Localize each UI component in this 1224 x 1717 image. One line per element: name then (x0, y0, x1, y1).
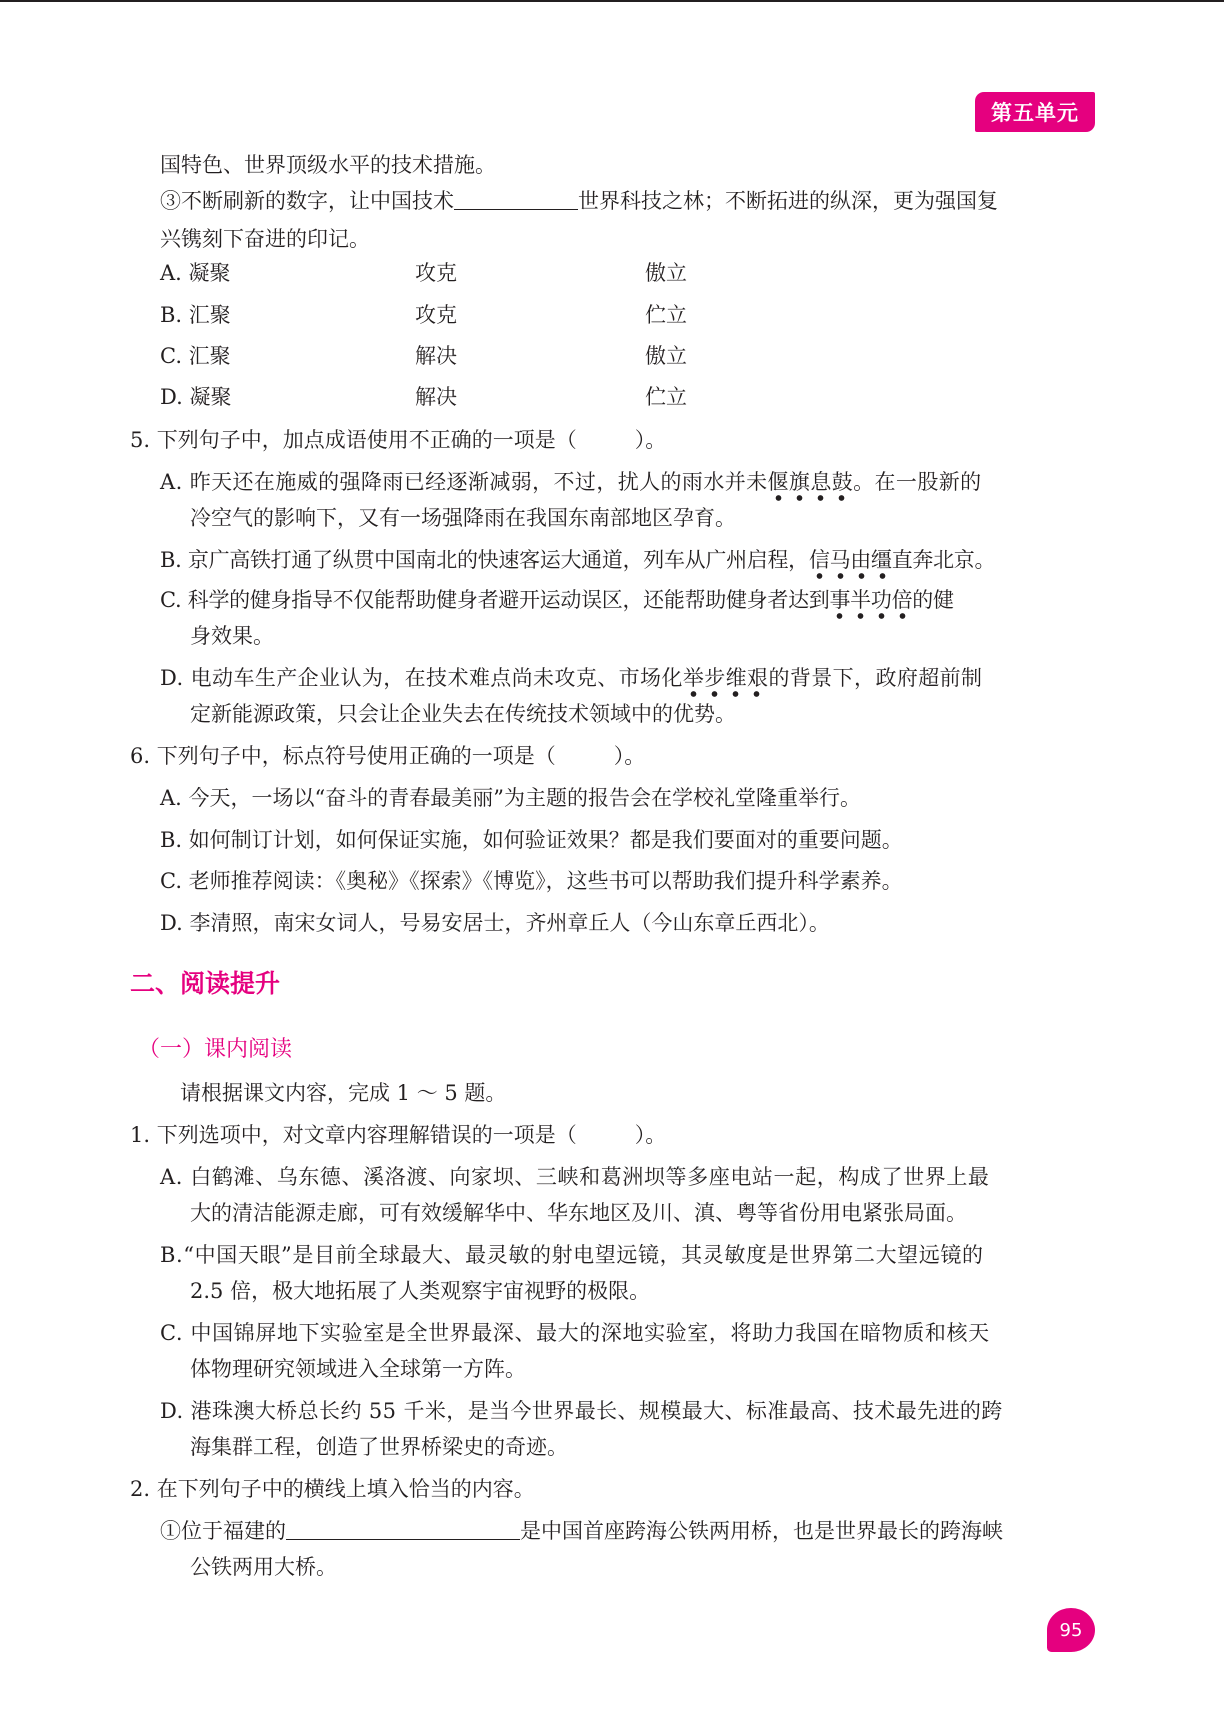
q5-a-after: 。在一股新的 (853, 470, 982, 494)
q5-d-before: D. 电动车生产企业认为，在技术难点尚未攻克、市场化 (160, 666, 683, 690)
r1-option-c[interactable]: C. 中国锦屏地下实验室是全世界最深、最大的深地实验室，将助力我国在暗物质和核天 (160, 1321, 990, 1345)
q5-b-after: 直奔北京。 (891, 548, 996, 572)
q4-option-b: 攻克 (415, 261, 457, 285)
q5-c-after: 的健 (912, 588, 954, 612)
q5-d-idiom: 举步维艰 (683, 666, 769, 698)
top-rule (0, 0, 1224, 2)
r1-option-d[interactable]: D. 港珠澳大桥总长约 55 千米，是当今世界最长、规模最大、标准最高、技术最先进的跨 (160, 1399, 1003, 1423)
r1-option-a-line2: 大的清洁能源走廊，可有效缓解华中、华东地区及川、滇、粤等省份用电紧张局面。 (190, 1201, 967, 1225)
r1-option-a[interactable]: A. 白鹤滩、乌东德、溪洛渡、向家坝、三峡和葛洲坝等多座电站一起，构成了世界上最 (160, 1165, 990, 1189)
r2-fill-blank[interactable] (286, 1517, 520, 1540)
q5-a-before: A. 昨天还在施威的强降雨已经逐渐减弱，不过，扰人的雨水并未 (160, 470, 768, 494)
q5-option-c[interactable] (160, 585, 954, 615)
q6-stem-before: 6. 下列句子中，标点符号使用正确的一项是（ (130, 744, 556, 768)
q4-option-c: 伫立 (645, 385, 687, 409)
r2-stem: 2. 在下列句子中的横线上填入恰当的内容。 (130, 1477, 535, 1501)
q5-option-a[interactable] (160, 467, 982, 497)
q4-line3: 兴镌刻下奋进的印记。 (160, 227, 370, 251)
q4-option-c: 傲立 (645, 261, 687, 285)
r1-option-d-line2: 海集群工程，创造了世界桥梁史的奇迹。 (190, 1435, 568, 1459)
q6-option-a[interactable]: A. 今天，一场以“奋斗的青春最美丽”为主题的报告会在学校礼堂隆重举行。 (160, 786, 861, 810)
r2-line1 (160, 1516, 1003, 1546)
r1-stem (130, 1120, 666, 1150)
r1-stem-before: 1. 下列选项中，对文章内容理解错误的一项是（ (130, 1123, 577, 1147)
q4-option-a: B. 汇聚 (160, 303, 231, 327)
q4-option-c: 傲立 (645, 344, 687, 368)
r1-option-c-line2: 体物理研究领域进入全球第一方阵。 (190, 1357, 526, 1381)
r1-option-b-line2: 2.5 倍，极大地拓展了人类观察宇宙视野的极限。 (190, 1279, 651, 1303)
q5-d-after: 的背景下，政府超前制 (768, 666, 983, 690)
q4-option-a: C. 汇聚 (160, 344, 231, 368)
q4-option-b: 攻克 (415, 303, 457, 327)
q4-line2-after: 世界科技之林；不断拓进的纵深，更为强国复 (578, 189, 998, 213)
q5-option-c-line2: 身效果。 (190, 624, 274, 648)
q5-stem-before: 5. 下列句子中，加点成语使用不正确的一项是（ (130, 428, 577, 452)
r2-line2: 公铁两用大桥。 (190, 1555, 337, 1579)
q4-line1: 国特色、世界顶级水平的技术措施。 (160, 153, 496, 177)
q4-option-a: D. 凝聚 (160, 385, 232, 409)
q6-option-c[interactable]: C. 老师推荐阅读：《奥秘》《探索》《博览》，这些书可以帮助我们提升科学素养。 (160, 869, 903, 893)
q5-option-a-line2: 冷空气的影响下，又有一场强降雨在我国东南部地区孕育。 (190, 506, 736, 530)
q5-option-b[interactable] (160, 545, 995, 575)
q5-stem-after: ）。 (634, 428, 667, 452)
reading-intro: 请根据课文内容，完成 1 ～ 5 题。 (180, 1081, 507, 1105)
section-title: 二、阅读提升 (130, 969, 281, 998)
r2-line1-after: 是中国首座跨海公铁两用桥，也是世界最长的跨海峡 (520, 1519, 1003, 1543)
unit-tab: 第五单元 (975, 92, 1095, 132)
q6-option-d[interactable]: D. 李清照，南宋女词人，号易安居士，齐州章丘人（今山东章丘西北）。 (160, 911, 830, 935)
q4-line2-before: ③不断刷新的数字，让中国技术 (160, 189, 454, 213)
q5-c-idiom: 事半功倍 (829, 588, 912, 620)
q4-blank (454, 187, 578, 210)
q4-option-b: 解决 (415, 344, 457, 368)
q5-a-idiom: 偃旗息鼓 (768, 470, 854, 502)
q4-option-b: 解决 (415, 385, 457, 409)
r2-line1-before: ①位于福建的 (160, 1519, 286, 1543)
q5-b-idiom: 信马由缰 (809, 548, 892, 580)
q4-option-c: 伫立 (645, 303, 687, 327)
q6-option-b[interactable]: B. 如何制订计划，如何保证实施，如何验证效果？都是我们要面对的重要问题。 (160, 828, 903, 852)
q5-option-d[interactable] (160, 663, 982, 693)
q4-option-a: A. 凝聚 (160, 261, 231, 285)
q5-option-d-line2: 定新能源政策，只会让企业失去在传统技术领域中的优势。 (190, 702, 736, 726)
q6-stem (130, 741, 645, 771)
q5-c-before: C. 科学的健身指导不仅能帮助健身者避开运动误区，还能帮助健身者达到 (160, 588, 830, 612)
subsection-title: （一）课内阅读 (138, 1037, 293, 1062)
q6-stem-after: ）。 (613, 744, 646, 768)
q4-line2 (160, 186, 998, 216)
q5-stem (130, 425, 666, 455)
r1-option-b[interactable]: B.“中国天眼”是目前全球最大、最灵敏的射电望远镜，其灵敏度是世界第二大望远镜的 (160, 1243, 984, 1267)
q5-b-before: B. 京广高铁打通了纵贯中国南北的快速客运大通道，列车从广州启程， (160, 548, 809, 572)
r1-stem-after: ）。 (634, 1123, 667, 1147)
page-number-badge: 95 (1047, 1608, 1095, 1652)
